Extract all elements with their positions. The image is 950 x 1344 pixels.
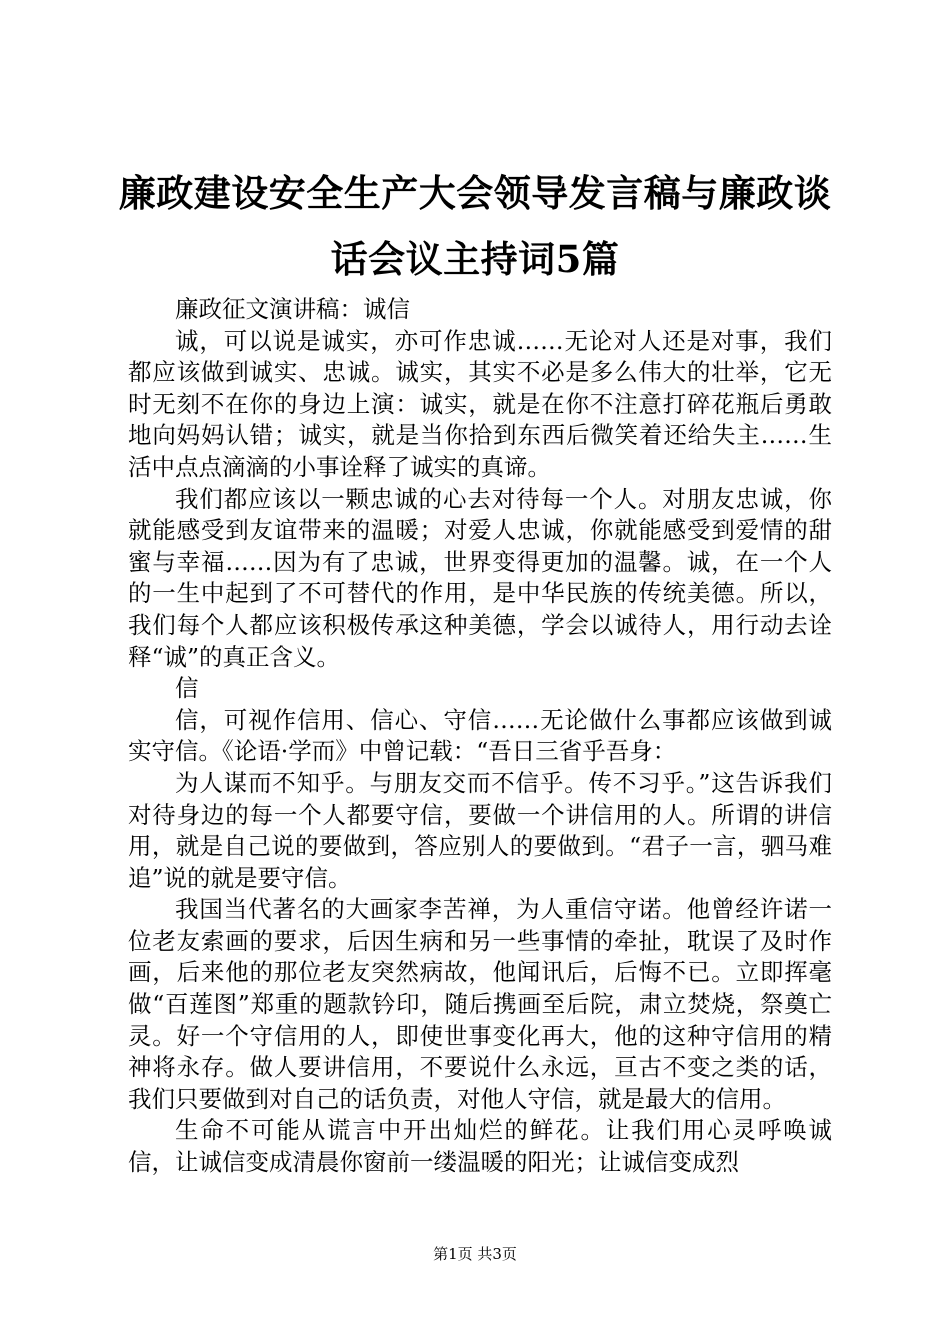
page-number-footer: 第1页 共3页 (433, 1245, 517, 1263)
paragraph: 信，可视作信用、信心、守信……无论做什么事都应该做到诚实守信。《论语·学而》中曾记载：“吾日三省乎吾身： (128, 705, 832, 766)
paragraph: 生命不可能从谎言中开出灿烂的鲜花。让我们用心灵呼唤诚信，让诚信变成清晨你窗前一缕温暖的阳光；让诚信变成烈 (128, 1116, 832, 1177)
paragraph: 我们都应该以一颗忠诚的心去对待每一个人。对朋友忠诚，你就能感受到友谊带来的温暖；对爱人忠诚，你就能感受到爱情的甜蜜与幸福……因为有了忠诚，世界变得更加的温馨。诚，在一个人的一生中起到了不可替代的作用，是中华民族的传统美德。所以，我们每个人都应该积极传承这种美德，学会以诚待人，用行动去诠释“诚”的真正含义。 (128, 484, 832, 671)
paragraph-heading: 信 (175, 674, 199, 703)
document-title: 廉政建设安全生产大会领导发言稿与廉政谈话会议主持词5篇 (118, 171, 832, 281)
document-body (128, 294, 832, 1179)
paragraph: 为人谋而不知乎。与朋友交而不信乎。传不习乎。”这告诉我们对待身边的每一个人都要守信，要做一个讲信用的人。所谓的讲信用，就是自己说的要做到，答应别人的要做到。“君子一言，驷马难追”说的就是要守信。 (128, 768, 832, 892)
paragraph: 诚，可以说是诚实，亦可作忠诚……无论对人还是对事，我们都应该做到诚实、忠诚。诚实，其实不必是多么伟大的壮举，它无时无刻不在你的身边上演：诚实，就是在你不注意打碎花瓶后勇敢地向妈妈认错；诚实，就是当你拾到东西后微笑着还给失主……生活中点点滴滴的小事诠释了诚实的真谛。 (128, 326, 832, 481)
paragraph: 我国当代著名的大画家李苦禅，为人重信守诺。他曾经许诺一位老友索画的要求，后因生病和另一些事情的牵扯，耽误了及时作画，后来他的那位老友突然病故，他闻讯后，后悔不已。立即挥毫做“百莲图”郑重的题款钤印，随后携画至后院，肃立焚烧，祭奠亡灵。好一个守信用的人，即使世事变化再大，他的这种守信用的精神将永存。做人要讲信用，不要说什么永远，亘古不变之类的话，我们只要做到对自己的话负责，对他人守信，就是最大的信用。 (128, 895, 832, 1113)
paragraph-heading: 廉政征文演讲稿：诚信 (175, 295, 410, 323)
